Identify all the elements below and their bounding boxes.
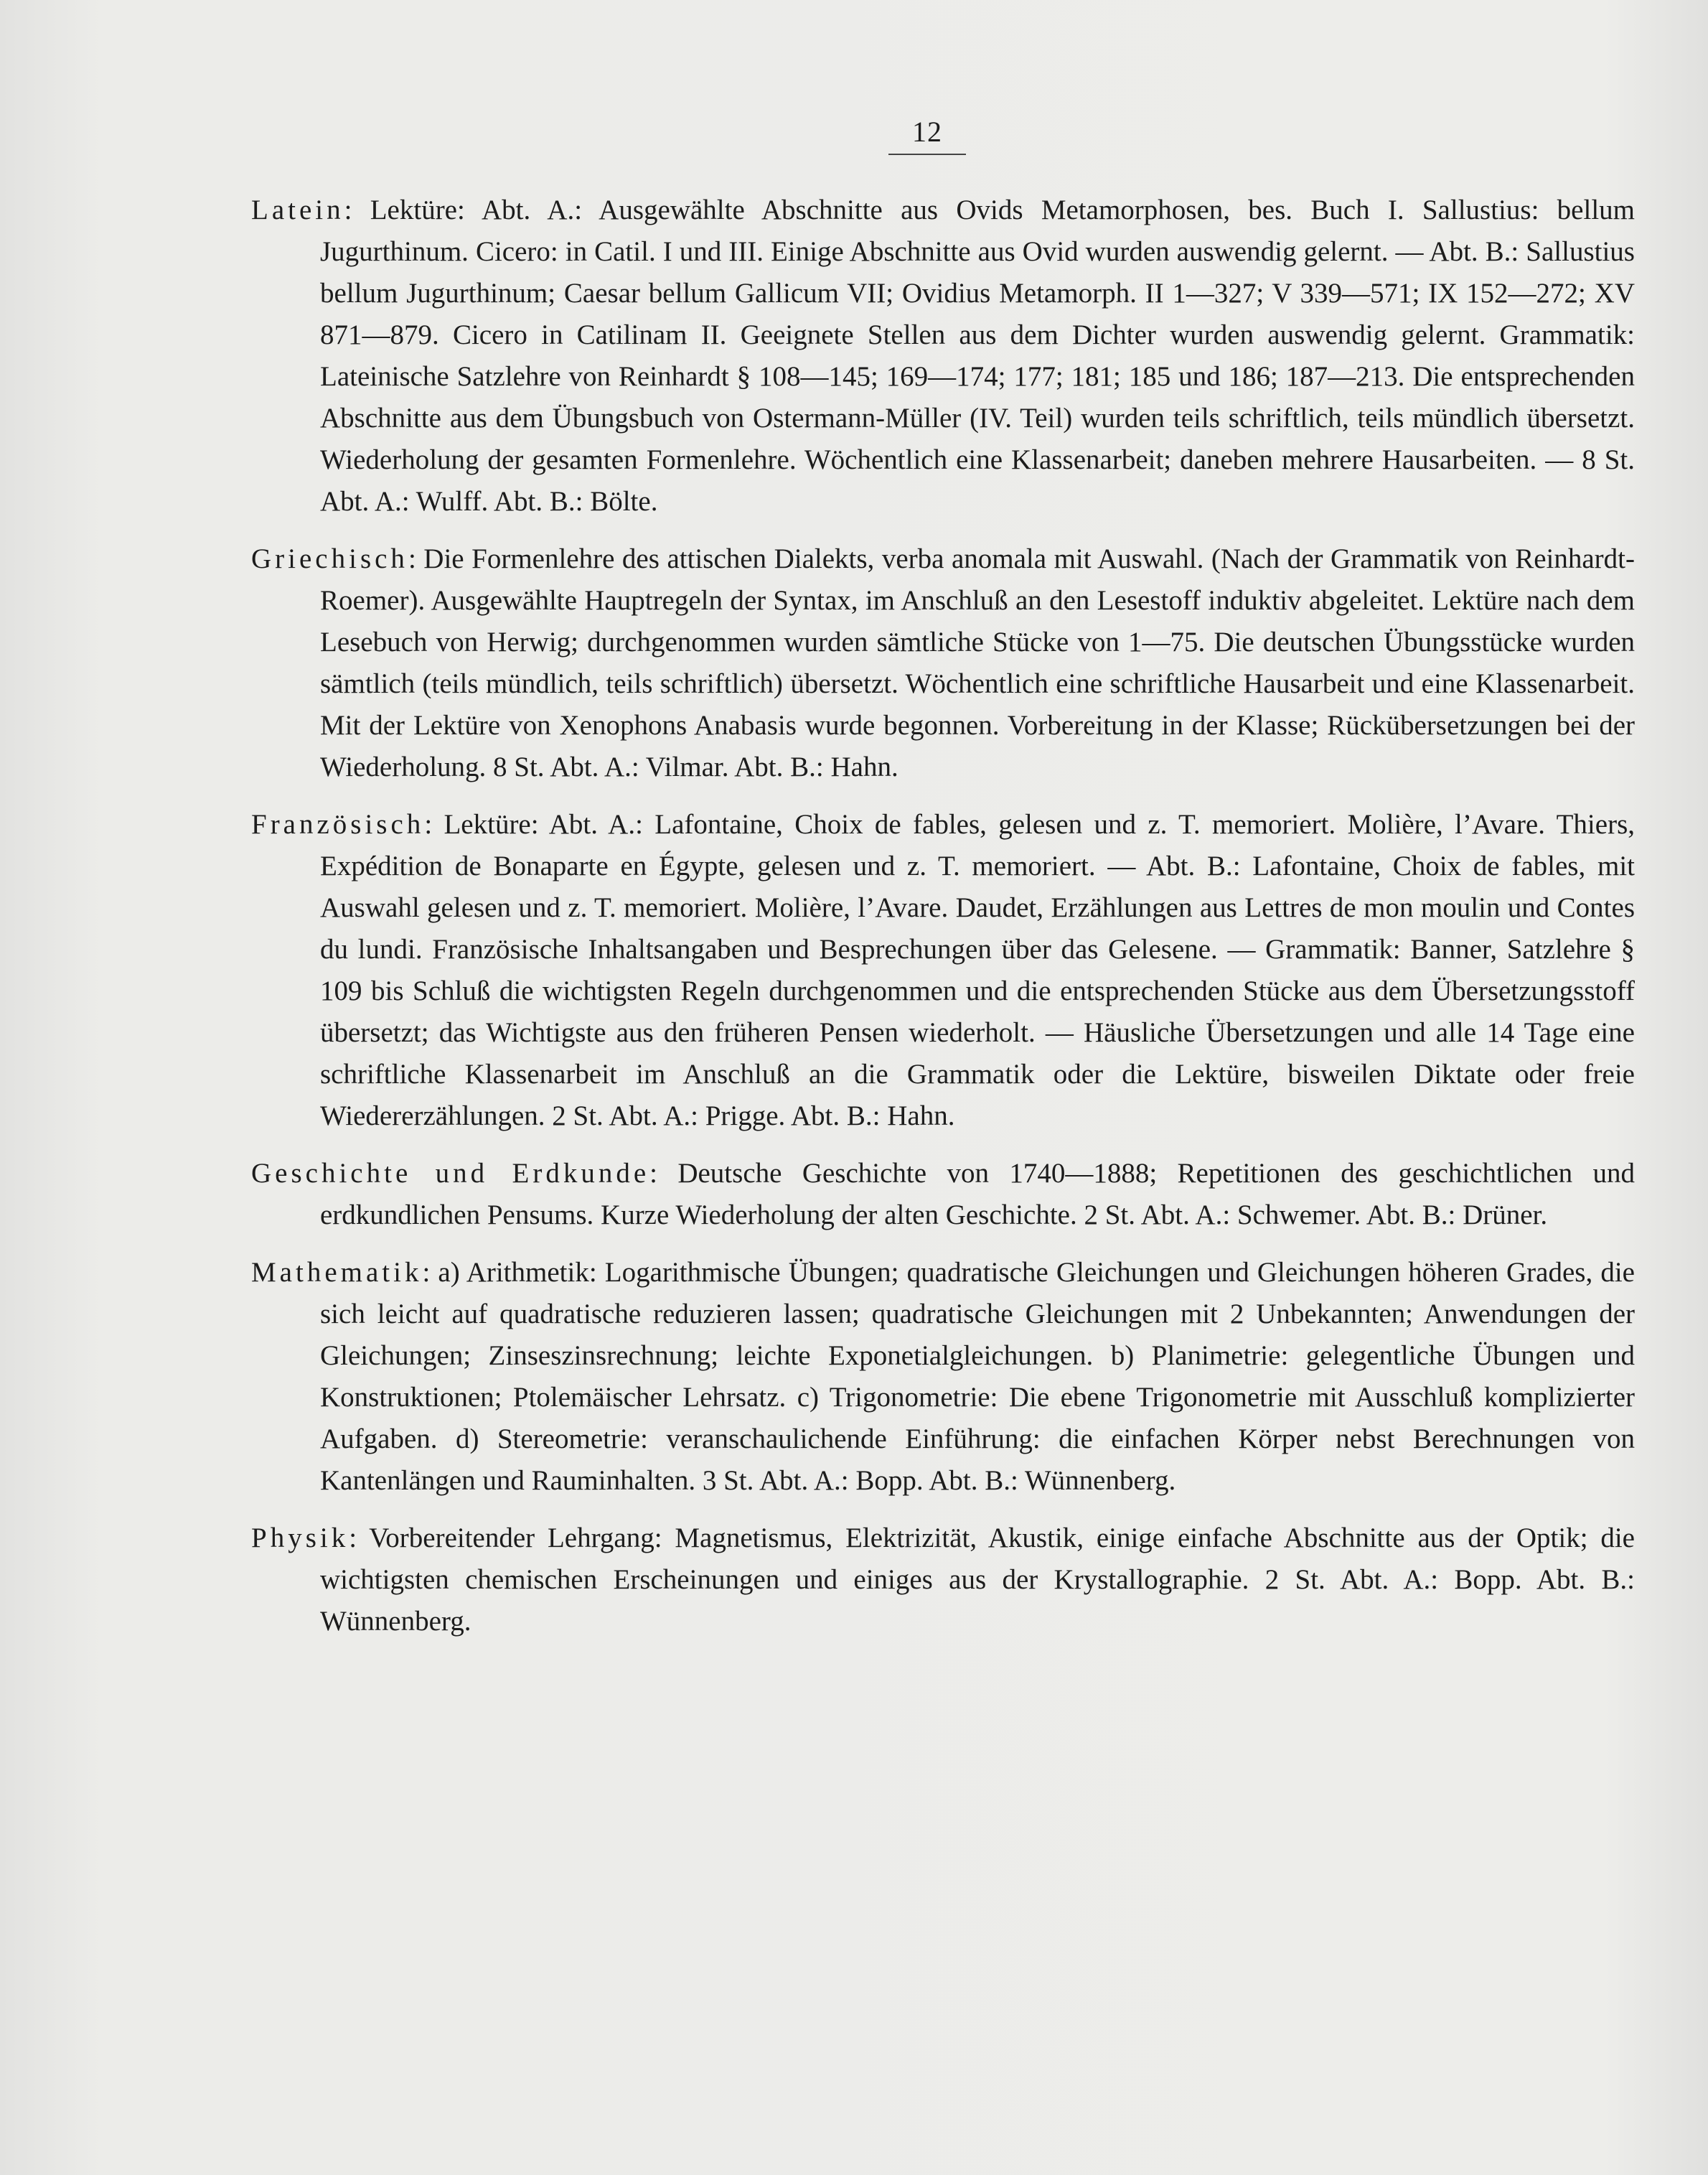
section-griechisch [251, 538, 1635, 788]
section-subject: Französisch [251, 809, 425, 840]
document-body [251, 190, 1635, 1658]
page-number: 12 [912, 116, 942, 148]
section-text: : Lektüre: Abt. A.: Ausgewählte Abschnitte aus Ovids Metamorphosen, bes. Buch I. Sallustius: bellum Jugurthinum. Cicero: in Catil. I und III. Einige Abschnitte aus Ovid wurden auswendig gelernt. — Abt. B.: Sallustius bellum Jugurthinum; Caesar bellum Gallicum VII; Ovidius Metamorph. II 1—327; V 339—571; IX 152—272; XV 871—879. Cicero in Catilinam II. Geeignete Stellen aus dem Dichter wurden auswendig gelernt. Grammatik: Lateinische Satzlehre von Reinhardt § 108—145; 169—174; 177; 181; 185 und 186; 187—213. Die entsprechenden Abschnitte aus dem Übungsbuch von Ostermann-Müller (IV. Teil) wurden teils schriftlich, teils mündlich übersetzt. Wiederholung der gesamten Formenlehre. Wöchentlich eine Klassenarbeit; daneben mehrere Hausarbeiten. — 8 St. Abt. A.: Wulff. Abt. B.: Bölte. [320, 195, 1635, 517]
section-subject: Mathematik [251, 1257, 423, 1288]
section-subject: Griechisch [251, 543, 408, 574]
section-text: : Die Formenlehre des attischen Dialekts, verba anomala mit Auswahl. (Nach der Grammatik von Reinhardt-Roemer). Ausgewählte Hauptregeln der Syntax, im Anschluß an den Lesestoff induktiv abgeleitet. Lektüre nach dem Lesebuch von Herwig; durchgenommen wurden sämtliche Stücke von 1—75. Die deutschen Übungsstücke wurden sämtlich (teils mündlich, teils schriftlich) übersetzt. Wöchentlich eine schriftliche Hausarbeit und eine Klassenarbeit. Mit der Lektüre von Xenophons Anabasis wurde begonnen. Vorbereitung in der Klasse; Rückübersetzungen bei der Wiederholung. 8 St. Abt. A.: Vilmar. Abt. B.: Hahn. [320, 543, 1635, 782]
page-number-rule [888, 154, 966, 155]
section-text: : Lektüre: Abt. A.: Lafontaine, Choix de fables, gelesen und z. T. memoriert. Molière, l’Avare. Thiers, Expédition de Bonaparte en Égypte, gelesen und z. T. memoriert. — Abt. B.: Lafontaine, Choix de fables, mit Auswahl gelesen und z. T. memoriert. Molière, l’Avare. Daudet, Erzählungen aus Lettres de mon moulin und Contes du lundi. Französische Inhaltsangaben und Besprechungen über das Gelesene. — Grammatik: Banner, Satzlehre § 109 bis Schluß die wichtigsten Regeln durchgenommen und die entsprechenden Stücke aus dem Übersetzungsstoff übersetzt; das Wichtigste aus den früheren Pensen wiederholt. — Häusliche Übersetzungen und alle 14 Tage eine schriftliche Klassenarbeit im Anschluß an die Grammatik oder die Lektüre, bisweilen Diktate oder freie Wiedererzählungen. 2 St. Abt. A.: Prigge. Abt. B.: Hahn. [320, 809, 1635, 1131]
section-text: : Deutsche Geschichte von 1740—1888; Repetitionen des geschichtlichen und erdkundlichen Pensums. Kurze Wiederholung der alten Geschichte. 2 St. Abt. A.: Schwemer. Abt. B.: Drüner. [320, 1158, 1635, 1230]
section-subject: Physik [251, 1522, 349, 1553]
section-geschichte-erdkunde [251, 1153, 1635, 1236]
section-text: : Vorbereitender Lehrgang: Magnetismus, Elektrizität, Akustik, einige einfache Abschnitte aus der Optik; die wichtigsten chemischen Erscheinungen und einiges aus der Krystallographie. 2 St. Abt. A.: Bopp. Abt. B.: Wünnenberg. [320, 1522, 1635, 1637]
section-text: : a) Arithmetik: Logarithmische Übungen; quadratische Gleichungen und Gleichungen höheren Grades, die sich leicht auf quadratische reduzieren lassen; quadratische Gleichungen mit 2 Unbekannten; Anwendungen der Gleichungen; Zinseszinsrechnung; leichte Exponetialgleichungen. b) Planimetrie: gelegentliche Übungen und Konstruktionen; Ptolemäischer Lehrsatz. c) Trigonometrie: Die ebene Trigonometrie mit Ausschluß komplizierter Aufgaben. d) Stereometrie: veranschaulichende Einführung: die einfachen Körper nebst Berechnungen von Kantenlängen und Rauminhalten. 3 St. Abt. A.: Bopp. Abt. B.: Wünnenberg. [320, 1257, 1635, 1496]
section-physik [251, 1517, 1635, 1642]
section-subject: Latein [251, 195, 344, 225]
section-subject: Geschichte und Erdkunde [251, 1158, 650, 1189]
section-franzoesisch [251, 804, 1635, 1137]
section-latein [251, 190, 1635, 523]
section-mathematik [251, 1252, 1635, 1502]
